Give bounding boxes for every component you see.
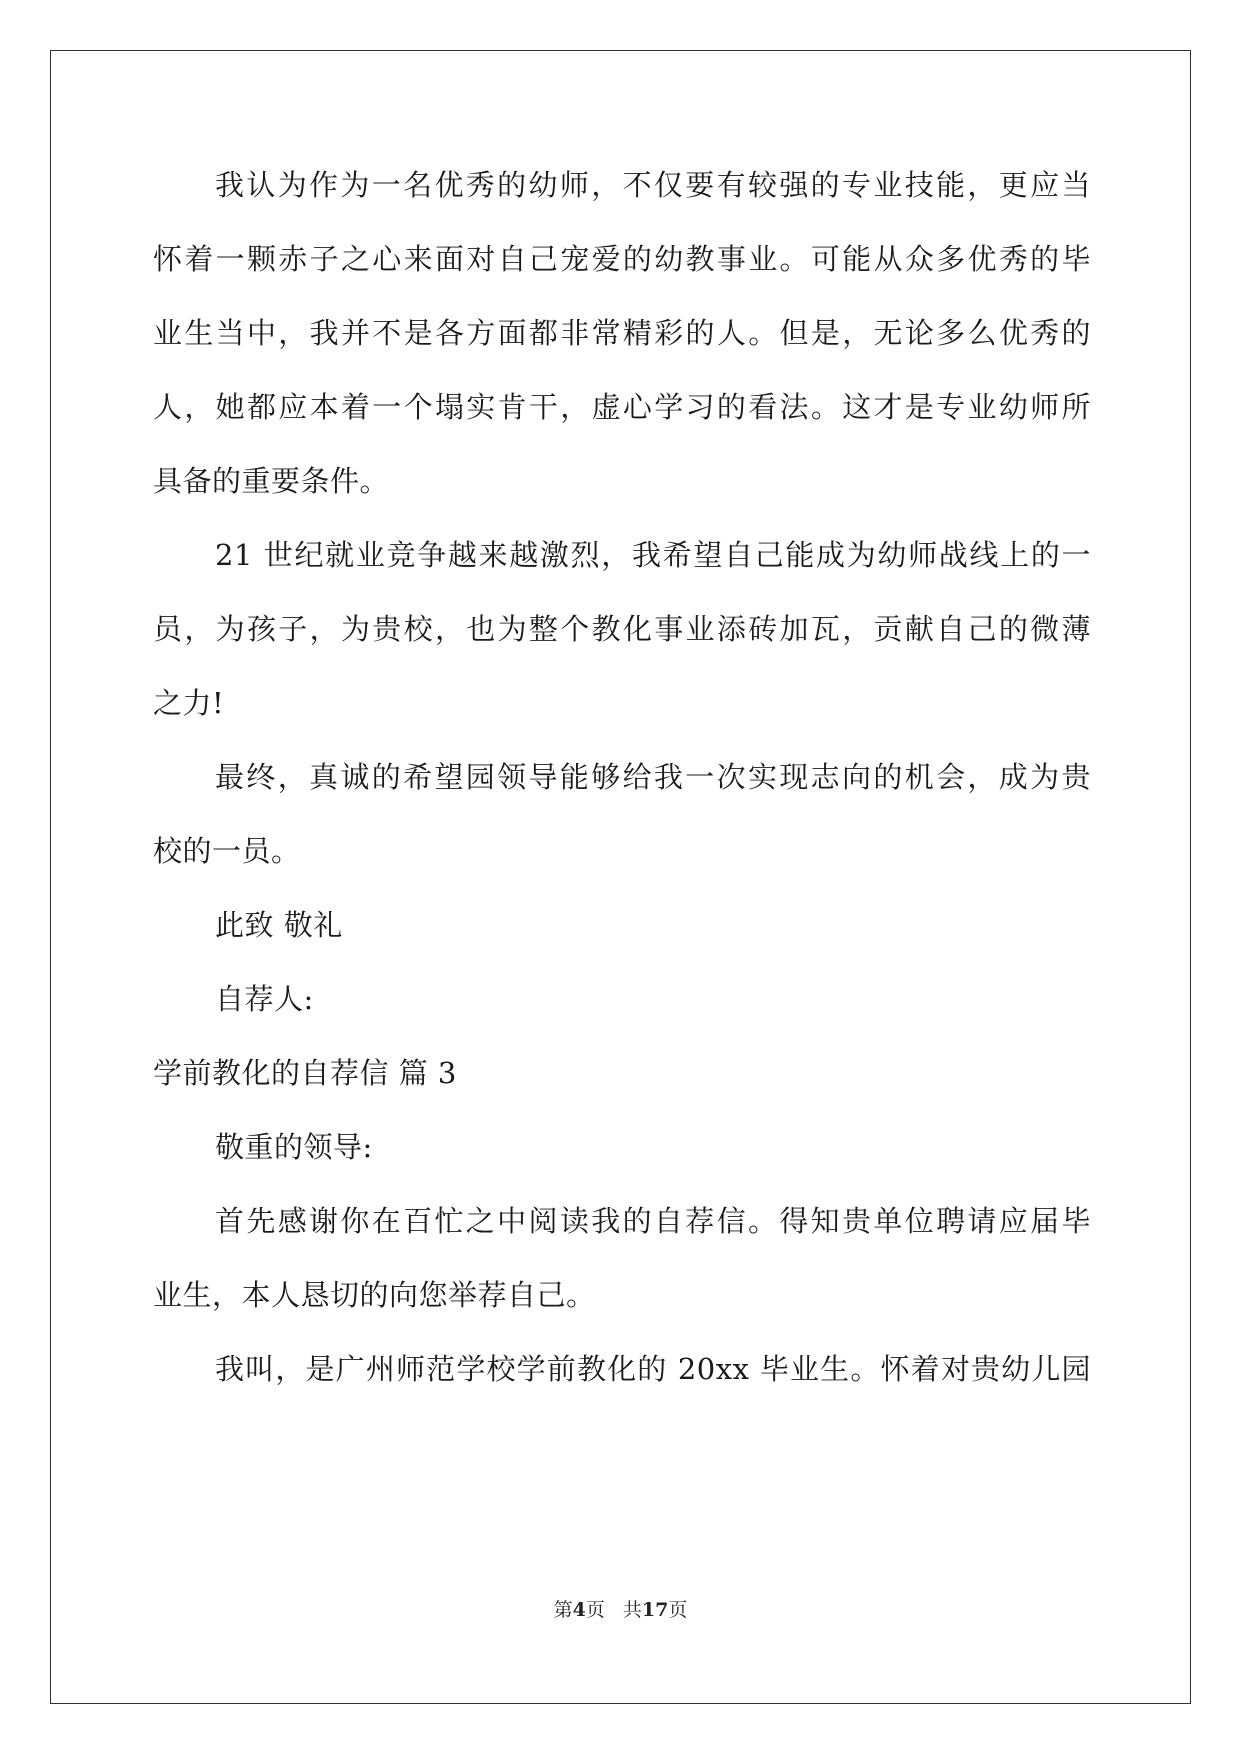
page-suffix: 页: [585, 1599, 605, 1621]
text-line: 21 世纪就业竞争越来越激烈，我希望自己能成为幼师战线上的一: [215, 538, 1091, 572]
text-line: 最终，真诚的希望园领导能够给我一次实现志向的机会，成为贵: [215, 760, 1091, 794]
text-line: 具备的重要条件。: [153, 464, 390, 498]
signature-label: 自荐人:: [215, 982, 314, 1016]
total-prefix: 共: [622, 1599, 642, 1621]
text-line: 业生当中，我并不是各方面都非常精彩的人。但是，无论多么优秀的: [153, 316, 1091, 350]
section-heading: 学前教化的自荐信 篇 3: [153, 1056, 457, 1090]
page-total: 17: [641, 1599, 669, 1621]
text-line: 之力!: [153, 686, 225, 720]
page-border: [50, 50, 1191, 1704]
text-line: 我叫，是广州师范学校学前教化的 20xx 毕业生。怀着对贵幼儿园: [215, 1352, 1091, 1386]
text-line: 业生，本人恳切的向您举荐自己。: [153, 1278, 596, 1312]
text-line: 怀着一颗赤子之心来面对自己宠爱的幼教事业。可能从众多优秀的毕: [153, 242, 1091, 276]
page-prefix: 第: [553, 1599, 573, 1621]
greeting: 敬重的领导:: [215, 1130, 373, 1164]
closing-salutation: 此致 敬礼: [215, 908, 343, 942]
page-footer: [0, 1598, 1241, 1622]
text-line: 人，她都应本着一个塌实肯干，虚心学习的看法。这才是专业幼师所: [153, 390, 1091, 424]
text-line: 首先感谢你在百忙之中阅读我的自荐信。得知贵单位聘请应届毕: [215, 1204, 1091, 1238]
total-suffix: 页: [668, 1599, 688, 1621]
text-line: 员，为孩子，为贵校，也为整个教化事业添砖加瓦，贡献自己的微薄: [153, 612, 1091, 646]
text-line: 校的一员。: [153, 834, 301, 868]
text-line: 我认为作为一名优秀的幼师，不仅要有较强的专业技能，更应当: [215, 168, 1091, 202]
page-current: 4: [572, 1599, 586, 1621]
